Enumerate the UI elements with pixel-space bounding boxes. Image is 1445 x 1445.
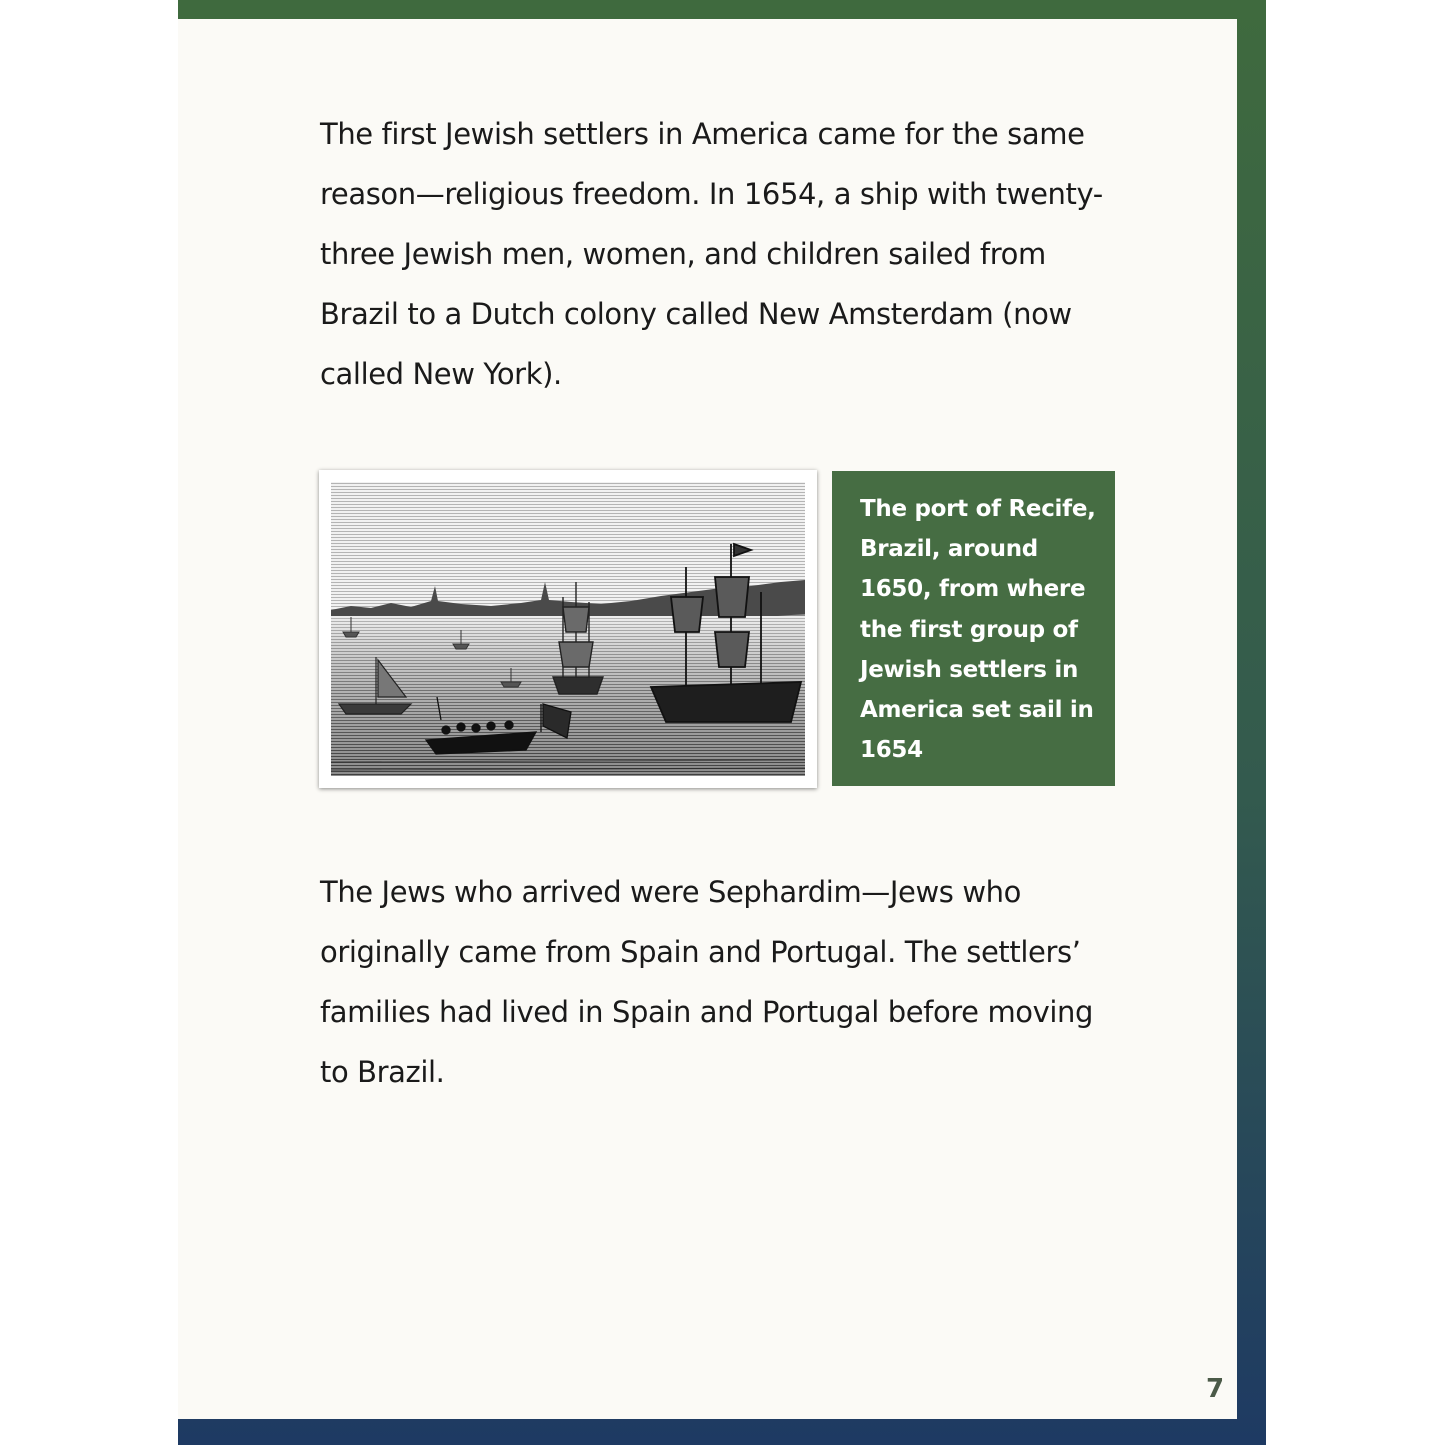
book-page [178,19,1237,1419]
body-paragraph-2: The Jews who arrived were Sephardim—Jews who originally came from Spain and Portugal. The settlers’ families had lived in Spain and Portugal before moving to Brazil. [320,875,1094,1089]
recife-port-engraving [331,482,805,776]
figure-caption: The port of Recife, Brazil, around 1650, from where the first group of Jewish settlers in America set sail in 1654 [860,496,1096,764]
body-paragraph-1: The first Jewish settlers in America came for the same reason—religious freedom. In 1654, a ship with twenty-three Jewish men, women, and children sailed from Brazil to a Dutch colony called New Amsterdam (now called New York). [320,117,1103,391]
page-number: 7 [1206,1374,1225,1404]
figure-caption-box [832,471,1115,786]
figure-photo-card [319,470,817,788]
